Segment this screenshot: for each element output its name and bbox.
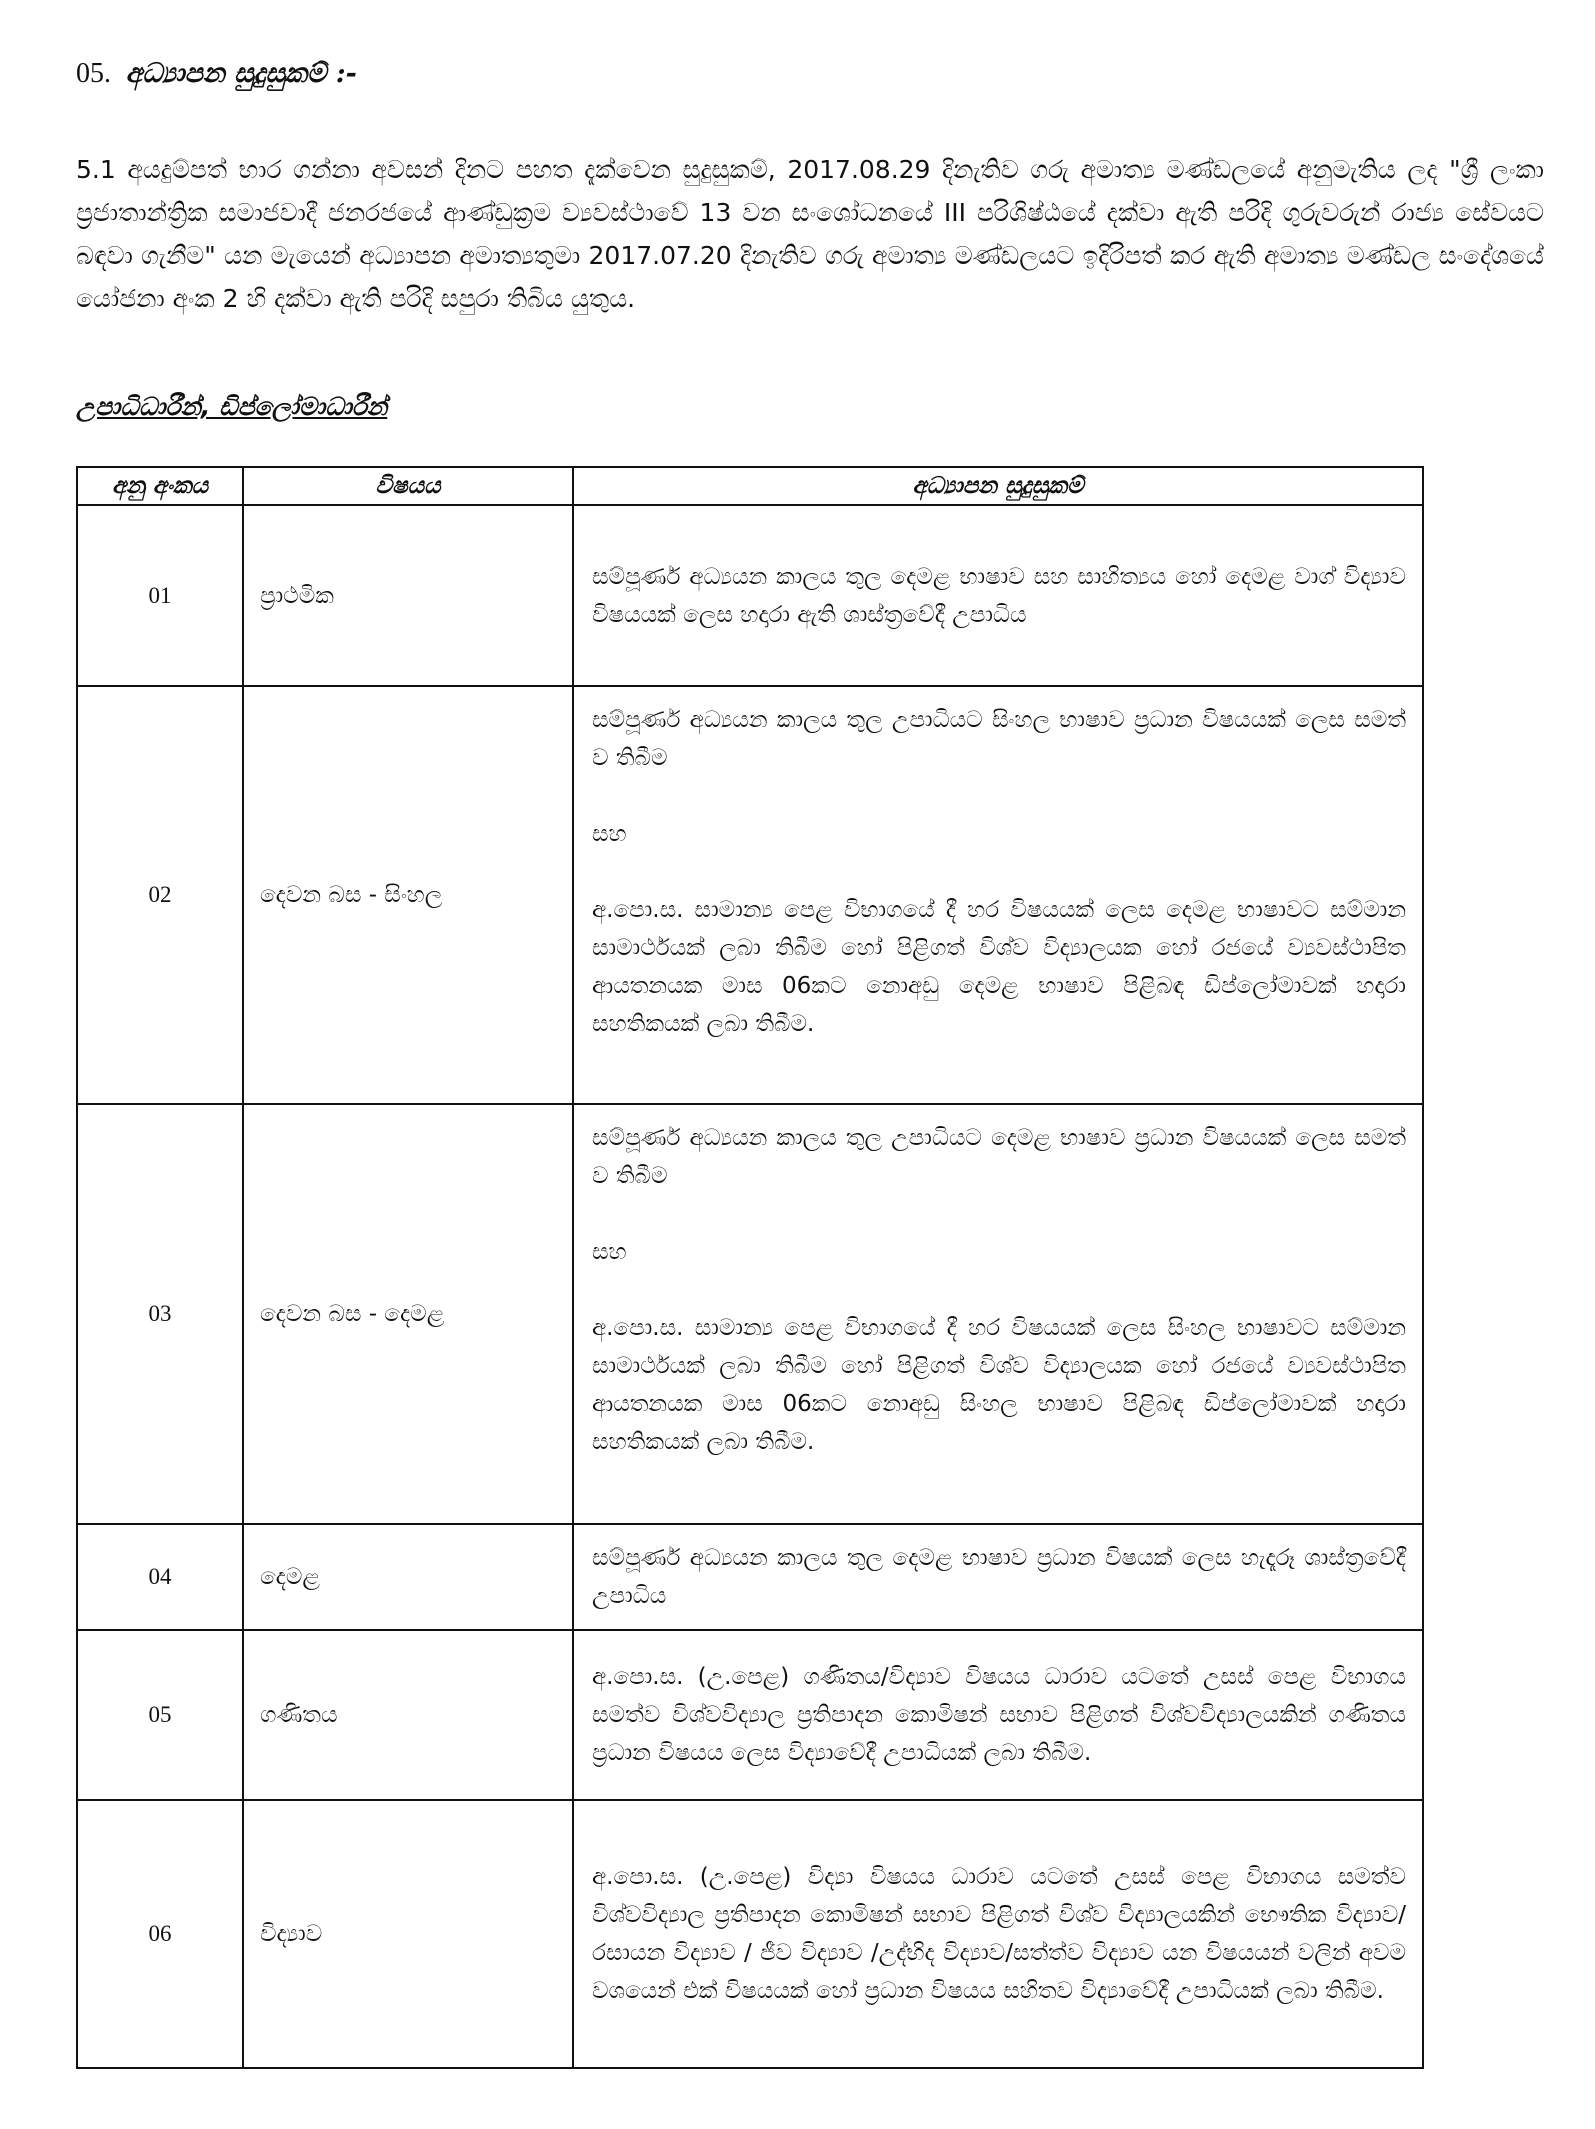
row-subject: විද්‍යාව <box>243 1800 573 2068</box>
row-number: 06 <box>77 1800 243 2068</box>
table-row <box>77 686 1423 1104</box>
qualification-text: සම්පූර්ණ අධ්‍යයන කාලය තුල උපාධියට දෙමළ භාෂාව ප්‍රධාන විෂයයක් ලෙස සමත් ව තිබීම <box>592 1125 1406 1189</box>
table-row <box>77 1104 1423 1524</box>
row-qualification <box>573 505 1423 686</box>
row-subject: ගණිතය <box>243 1630 573 1800</box>
table-row <box>77 1524 1423 1630</box>
section-number: 05. <box>76 58 111 89</box>
row-number: 03 <box>77 1104 243 1524</box>
row-qualification <box>573 1630 1423 1800</box>
header-serial-no: අනු අංකය <box>77 467 243 505</box>
section-heading <box>76 58 357 90</box>
row-qualification <box>573 686 1423 1104</box>
qualification-conjunction: සහ <box>592 1239 627 1265</box>
qualification-text: අ.පො.ස. (උ.පෙළ) ගණිතය/විද්‍යාව විෂයය ධාරාව යටතේ උසස් පෙළ විභාගය සමත්ව විශ්වවිද්‍යාල ප්‍රතිපාදන කොමිෂන් සභාව පිළිගත් විශ්වවිද්‍යාලයකින් ගණිතය ප්‍රධාන විෂයය ලෙස විද්‍යාවේදී උපාධියක් ලබා තිබීම. <box>592 1664 1406 1766</box>
qualification-text: සම්පූර්ණ අධ්‍යයන කාලය තුල දෙමළ භාෂාව සහ සාහිත්‍යය හෝ දෙමළ වාග් විද්‍යාව විෂයයක් ලෙස හදාරා ඇති ශාස්ත්‍රවේදී උපාධිය <box>592 563 1406 628</box>
qualification-text: අ.පො.ස. සාමාන්‍ය පෙළ විභාගයේ දී හර විෂයයක් ලෙස දෙමළ භාෂාවට සම්මාන සාමාර්ථයක් ලබා තිබීම හෝ පිළිගත් විශ්ව විද්‍යාලයක හෝ රජයේ ව්‍යවස්ථාපිත ආයතනයක මාස 06කට නොඅඩු දෙමළ භාෂාව පිළිබඳ ඩිප්ලෝමාවක් හදාරා සහතිකයක් ලබා තිබීම. <box>592 897 1406 1037</box>
row-subject: දෙමළ <box>243 1524 573 1630</box>
row-number: 01 <box>77 505 243 686</box>
qualification-text: අ.පො.ස. (උ.පෙළ) විද්‍යා විෂයය ධාරාව යටතේ උසස් පෙළ විභාගය සමත්ව විශ්වවිද්‍යාල ප්‍රතිපාදන කොමිෂන් සභාව පිළිගත් විශ්ව විද්‍යාලයකින් භෞතික විද්‍යාව/රසායන විද්‍යාව / ජීව විද්‍යාව /උද්භිද විද්‍යාව/සත්ත්ව විද්‍යාව යන විෂයයන් වලින් අවම වශයෙන් එක් විෂයයක් හෝ ප්‍රධාන විෂයය සහිතව විද්‍යාවේදී උපාධියක් ලබා තිබීම. <box>592 1864 1406 2004</box>
qualifications-table <box>76 466 1424 2069</box>
row-number: 05 <box>77 1630 243 1800</box>
header-subject: විෂයය <box>243 467 573 505</box>
qualification-text: සම්පූර්ණ අධ්‍යයන කාලය තුල දෙමළ භාෂාව ප්‍රධාන විෂයක් ලෙස හැදෑරූ ශාස්ත්‍රවේදී උපාධිය <box>592 1545 1406 1609</box>
row-qualification <box>573 1800 1423 2068</box>
row-subject: දෙවන බස - සිංහල <box>243 686 573 1104</box>
row-subject: ප්‍රාථමික <box>243 505 573 686</box>
category-subheading: උපාධිධාරීන්, ඩිප්ලෝමාධාරීන් <box>76 392 388 421</box>
qualification-text: සම්පූර්ණ අධ්‍යයන කාලය තුල උපාධියට සිංහල භාෂාව ප්‍රධාන විෂයයක් ලෙස සමත් ව තිබීම <box>592 707 1406 771</box>
qualification-text: අ.පො.ස. සාමාන්‍ය පෙළ විභාගයේ දී හර විෂයයක් ලෙස සිංහල භාෂාවට සම්මාන සාමාර්ථයක් ලබා තිබීම හෝ පිළිගත් විශ්ව විද්‍යාලයක හෝ රජයේ ව්‍යවස්ථාපිත ආයතනයක මාස 06කට නොඅඩු සිංහල භාෂාව පිළිබඳ ඩිප්ලෝමාවක් හදාරා සහතිකයක් ලබා තිබීම. <box>592 1315 1406 1455</box>
table-row <box>77 1630 1423 1800</box>
row-number: 04 <box>77 1524 243 1630</box>
row-subject: දෙවන බස - දෙමළ <box>243 1104 573 1524</box>
intro-paragraph: 5.1 අයදුම්පත් භාර ගන්නා අවසන් දිනට පහත දැක්වෙන සුදුසුකම්, 2017.08.29 දිනැතිව ගරු අමාත්‍ය මණ්ඩලයේ අනුමැතිය ලද "ශ්‍රී ලංකා ප්‍රජාතාන්ත්‍රික සමාජවාදී ජනරජයේ ආණ්ඩුක්‍රම ව්‍යවස්ථාවේ 13 වන සංශෝධනයේ III පරිශිෂ්ඨයේ දක්වා ඇති පරිදි ගුරුවරුන් රාජ්‍ය සේවයට බඳවා ගැනීම" යන මැයෙන් අධ්‍යාපන අමාත්‍යතුමා 2017.07.20 දිනැතිව ගරු අමාත්‍ය මණ්ඩලයට ඉදිරිපත් කර ඇති අමාත්‍ය මණ්ඩල සංදේශයේ යෝජනා අංක 2 හි දක්වා ඇති පරිදි සපුරා තිබිය යුතුය. <box>76 155 1544 313</box>
section-title: අධ්‍යාපන සුදුසුකම් :- <box>125 58 357 89</box>
qualification-conjunction: සහ <box>592 821 627 847</box>
table-row <box>77 1800 1423 2068</box>
table-row <box>77 505 1423 686</box>
header-qualification: අධ්‍යාපන සුදුසුකම් <box>573 467 1423 505</box>
table-header-row <box>77 467 1423 505</box>
row-number: 02 <box>77 686 243 1104</box>
row-qualification <box>573 1104 1423 1524</box>
row-qualification <box>573 1524 1423 1630</box>
